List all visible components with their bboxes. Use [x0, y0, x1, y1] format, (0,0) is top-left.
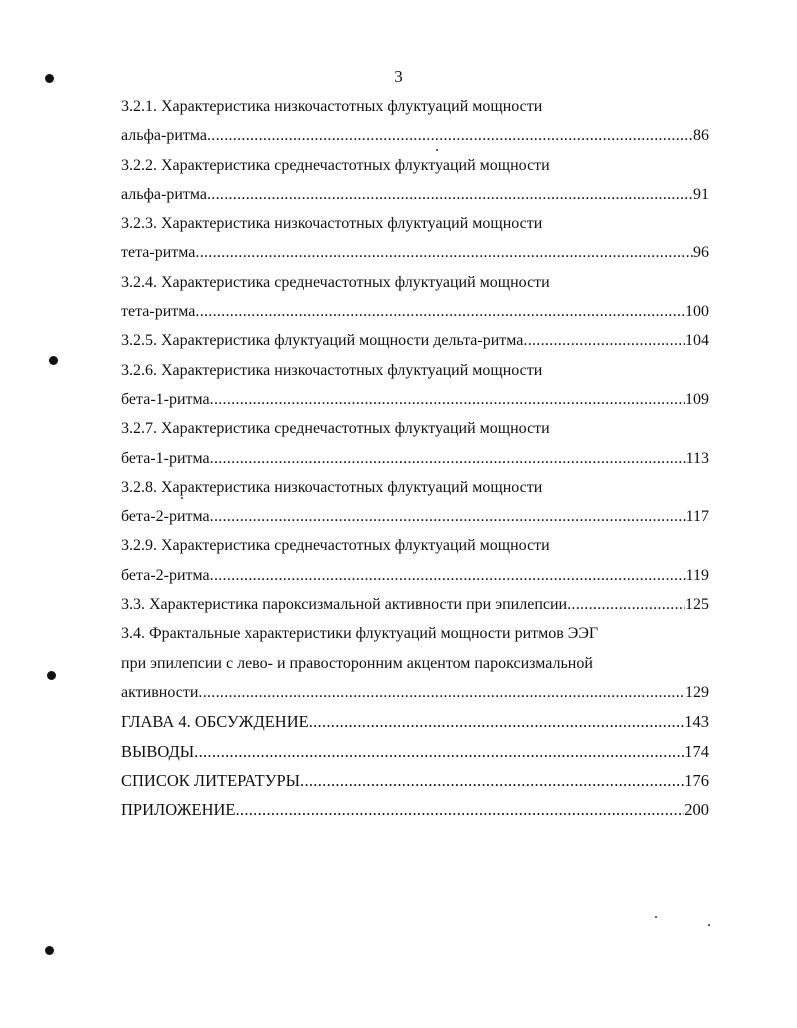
- toc-line: [121, 502, 709, 531]
- toc-entry-title: 3.2.7. Характеристика среднечастотных флуктуаций мощности: [121, 420, 550, 438]
- toc-page-number: 113: [685, 449, 709, 467]
- toc-page-number: 104: [685, 332, 709, 350]
- toc-entry-title: ГЛАВА 4. ОБСУЖДЕНИЕ: [121, 712, 309, 732]
- toc-entry-title: 3.2.4. Характеристика среднечастотных флуктуаций мощности: [121, 273, 550, 291]
- toc-line: [121, 297, 709, 326]
- toc-line: [121, 180, 709, 209]
- toc-line: [121, 707, 709, 736]
- toc-line: [121, 444, 709, 473]
- toc-line: [121, 795, 709, 824]
- scan-speck: [181, 497, 183, 499]
- toc-page-number: 109: [685, 390, 709, 408]
- toc-line: [121, 238, 709, 267]
- toc-line: [121, 151, 709, 180]
- toc-line: [121, 121, 709, 150]
- toc-line: [121, 326, 709, 355]
- scan-speck: [708, 924, 710, 926]
- toc-entry-title: при эпилепсии с лево- и правосторонним акцентом пароксизмальной: [121, 654, 593, 672]
- toc-page-number: 100: [685, 303, 709, 321]
- dot-leader: [309, 707, 685, 736]
- dot-leader: [523, 326, 685, 355]
- toc-entry-title: бета-2-ритма: [121, 508, 210, 526]
- toc-page-number: 200: [684, 800, 709, 820]
- table-of-contents: [121, 92, 709, 824]
- toc-entry-title: бета-2-ритма: [121, 566, 210, 584]
- dot-leader: [567, 590, 685, 619]
- toc-entry-title: активности: [121, 683, 199, 701]
- toc-line: [121, 737, 709, 766]
- toc-entry-title: 3.2.8. Характеристика низкочастотных флуктуаций мощности: [121, 478, 543, 496]
- toc-page-number: 119: [685, 566, 709, 584]
- toc-entry-title: тета-ритма: [121, 303, 196, 321]
- toc-line: [121, 619, 709, 648]
- toc-page-number: 117: [685, 508, 709, 526]
- toc-line: [121, 92, 709, 121]
- page-number: 3: [394, 67, 403, 86]
- toc-entry-title: ВЫВОДЫ: [121, 741, 195, 761]
- dot-leader: [210, 502, 686, 531]
- toc-line: [121, 268, 709, 297]
- toc-page-number: 176: [684, 770, 709, 790]
- toc-page-number: 129: [685, 683, 709, 701]
- dot-leader: [300, 766, 684, 795]
- toc-line: [121, 590, 709, 619]
- toc-entry-title: 3.2.9. Характеристика среднечастотных флуктуаций мощности: [121, 537, 550, 555]
- binder-hole-mark: [49, 356, 58, 365]
- toc-page-number: 125: [685, 596, 709, 614]
- toc-line: [121, 561, 709, 590]
- dot-leader: [210, 444, 686, 473]
- dot-leader: [194, 737, 684, 766]
- toc-page-number: 86: [693, 127, 709, 145]
- dot-leader: [195, 297, 685, 326]
- toc-entry-title: бета-1-ритма: [121, 449, 210, 467]
- toc-line: [121, 678, 709, 707]
- toc-entry-title: альфа-ритма: [121, 185, 207, 203]
- toc-page-number: 174: [684, 741, 709, 761]
- toc-line: [121, 356, 709, 385]
- toc-entry-title: 3.2.2. Характеристика среднечастотных флуктуаций мощности: [121, 156, 550, 174]
- binder-hole-mark: [47, 671, 56, 680]
- dot-leader: [235, 795, 684, 824]
- toc-line: [121, 473, 709, 502]
- toc-entry-title: 3.2.1. Характеристика низкочастотных флуктуаций мощности: [121, 98, 543, 115]
- toc-entry-title: ПРИЛОЖЕНИЕ: [121, 800, 236, 820]
- toc-entry-title: 3.2.3. Характеристика низкочастотных флуктуаций мощности: [121, 215, 543, 233]
- toc-entry-title: 3.2.5. Характеристика флуктуаций мощности дельта-ритма: [121, 332, 524, 350]
- toc-entry-title: 3.2.6. Характеристика низкочастотных флуктуаций мощности: [121, 361, 543, 379]
- scan-speck: [436, 149, 438, 151]
- toc-entry-title: альфа-ритма: [121, 127, 207, 145]
- toc-entry-title: СПИСОК ЛИТЕРАТУРЫ: [121, 770, 301, 790]
- dot-leader: [210, 561, 686, 590]
- scan-speck: [655, 916, 657, 918]
- dot-leader: [207, 121, 693, 150]
- dot-leader: [207, 180, 693, 209]
- toc-page-number: 91: [693, 185, 709, 203]
- toc-entry-title: 3.3. Характеристика пароксизмальной активности при эпилепсии: [121, 596, 568, 614]
- binder-hole-mark: [45, 946, 54, 955]
- toc-entry-title: бета-1-ритма: [121, 390, 210, 408]
- toc-line: [121, 649, 709, 678]
- toc-page-number: 143: [684, 712, 709, 732]
- dot-leader: [198, 678, 685, 707]
- toc-line: [121, 414, 709, 443]
- toc-line: [121, 209, 709, 238]
- toc-page-number: 96: [693, 244, 709, 262]
- toc-line: [121, 385, 709, 414]
- toc-entry-title: тета-ритма: [121, 244, 196, 262]
- toc-entry-title: 3.4. Фрактальные характеристики флуктуаций мощности ритмов ЭЭГ: [121, 625, 599, 643]
- dot-leader: [210, 385, 685, 414]
- toc-line: [121, 531, 709, 560]
- binder-hole-mark: [45, 74, 54, 83]
- toc-line: [121, 766, 709, 795]
- dot-leader: [195, 238, 693, 267]
